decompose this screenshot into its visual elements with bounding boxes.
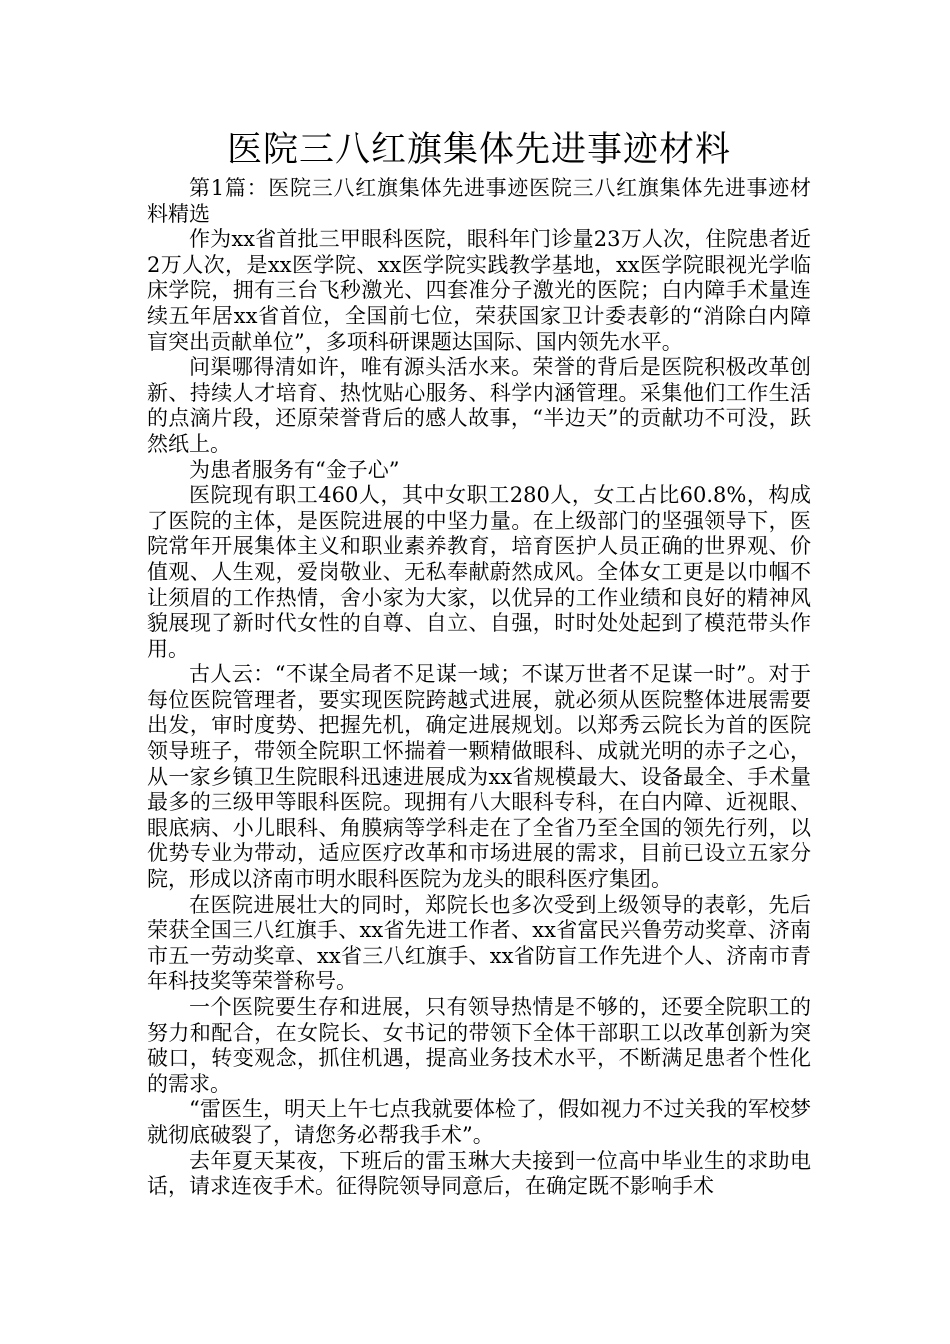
paragraph-5: 医院现有职工460人，其中女职工280人，女工占比60.8%，构成了医院的主体，是医院进展的中坚力量。在上级部门的坚强领导下，医院常年开展集体主义和职业素养教育，培育医护人员正确的世界观、价值观、人生观，爱岗敬业、无私奉献蔚然成风。全体女工更是以巾帼不让须眉的工作热情，舍小家为大家，以优异的工作业绩和良好的精神风貌展现了新时代女性的自尊、自立、自强，时时处处起到了模范带头作用。 [147, 483, 811, 661]
section-heading: 为患者服务有“金子心” [189, 457, 400, 482]
paragraph-10: 去年夏天某夜，下班后的雷玉琳大夫接到一位高中毕业生的求助电话，请求连夜手术。征得院领导同意后，在确定既不影响手术 [147, 1148, 811, 1199]
paragraph-7: 在医院进展壮大的同时，郑院长也多次受到上级领导的表彰，先后荣获全国三八红旗手、xx省先进工作者、xx省富民兴鲁劳动奖章、济南市五一劳动奖章、xx省三八红旗手、xx省防盲工作先进个人、济南市青年科技奖等荣誉称号。 [147, 892, 811, 994]
paragraph-3: 问渠哪得清如许，唯有源头活水来。荣誉的背后是医院积极改革创新、持续人才培育、热忱贴心服务、科学内涵管理。采集他们工作生活的点滴片段，还原荣誉背后的感人故事，“半边天”的贡献功不可没，跃然纸上。 [147, 355, 811, 456]
document-title: 医院三八红旗集体先进事迹材料 [226, 130, 731, 170]
quote-paragraph: “雷医生，明天上午七点我就要体检了，假如视力不过关我的军校梦就彻底破裂了，请您务必帮我手术”。 [147, 1097, 811, 1147]
paragraph-6: 古人云：“不谋全局者不足谋一域；不谋万世者不足谋一时”。对于每位医院管理者，要实现医院跨越式进展，就必须从医院整体进展需要出发，审时度势、把握先机，确定进展规划。以郑秀云院长为首的医院领导班子，带领全院职工怀揣着一颗精做眼科、成就光明的赤子之心，从一家乡镇卫生院眼科迅速进展成为xx省规模最大、设备最全、手术量最多的三级甲等眼科医院。现拥有八大眼科专科，在白内障、近视眼、眼底病、小儿眼科、角膜病等学科走在了全省乃至全国的领先行列，以优势专业为带动，适应医疗改革和市场进展的需求，目前已设立五家分院，形成以济南市明水眼科医院为龙头的眼科医疗集团。 [147, 662, 811, 892]
paragraph-1: 第1篇：医院三八红旗集体先进事迹医院三八红旗集体先进事迹材料精选 [147, 176, 811, 226]
paragraph-8: 一个医院要生存和进展，只有领导热情是不够的，还要全院职工的努力和配合，在女院长、女书记的带领下全体干部职工以改革创新为突破口，转变观念，抓住机遇，提高业务技术水平，不断满足患者个性化的需求。 [147, 995, 811, 1096]
paragraph-2: 作为xx省首批三甲眼科医院，眼科年门诊量23万人次，住院患者近2万人次，是xx医学院、xx医学院实践教学基地，xx医学院眼视光学临床学院，拥有三台飞秒激光、四套准分子激光的医院；白内障手术量连续五年居xx省首位，全国前七位，荣获国家卫计委表彰的“消除白内障盲突出贡献单位”，多项科研课题达国际、国内领先水平。 [147, 227, 811, 354]
document-page [147, 128, 811, 1200]
